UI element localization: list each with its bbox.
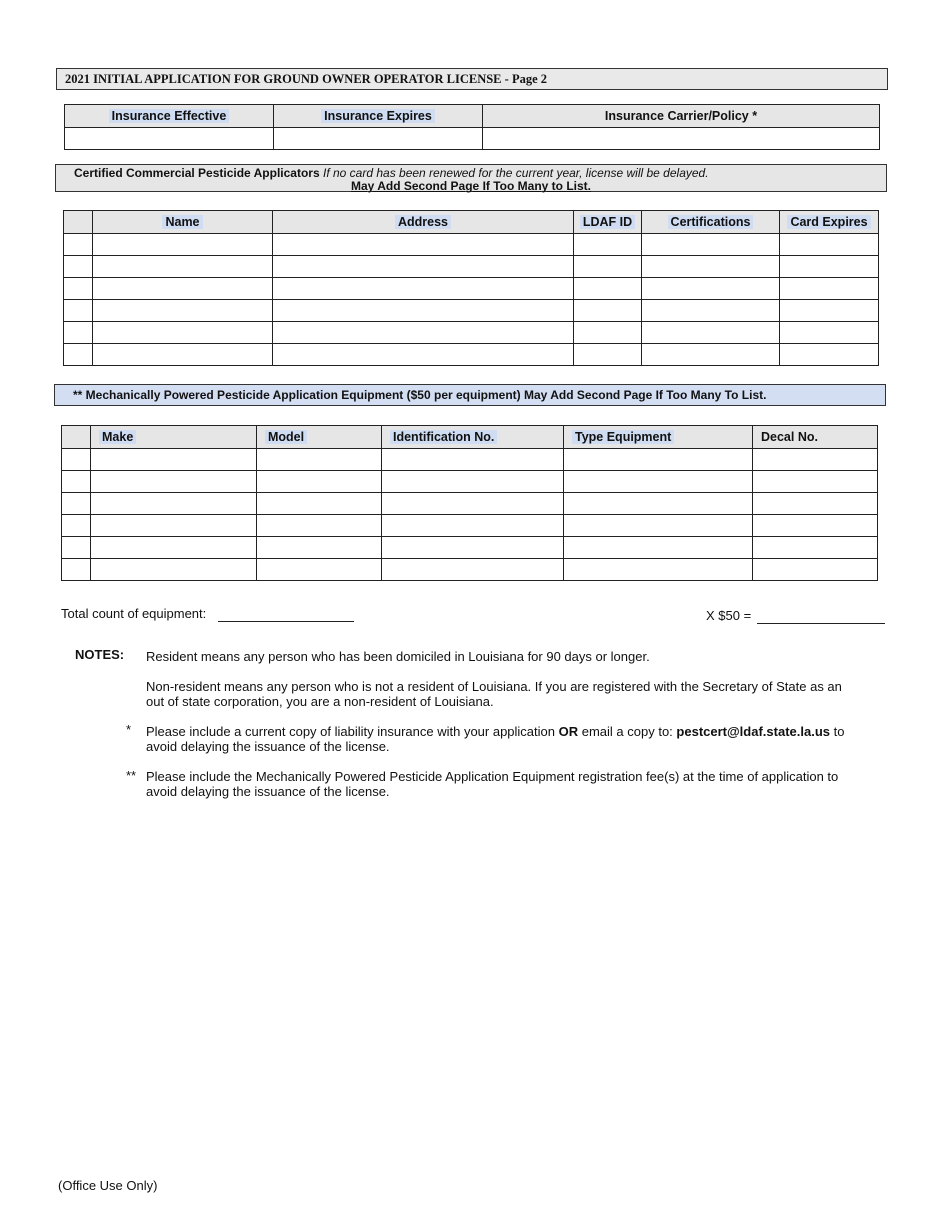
decal-cell[interactable] xyxy=(753,493,878,515)
equipment-row xyxy=(62,471,878,493)
id-cell[interactable] xyxy=(382,537,564,559)
note-star2-marker: ** xyxy=(126,768,137,783)
fee-total-field[interactable] xyxy=(757,610,885,624)
card-expires-cell[interactable] xyxy=(780,322,879,344)
insurance-effective-field[interactable] xyxy=(65,128,274,150)
applicators-heading-italic: If no card has been renewed for the current year, license will be delayed. xyxy=(322,166,709,180)
ldaf-cell[interactable] xyxy=(574,322,642,344)
note-non-resident: Non-resident means any person who is not a resident of Louisiana. If you are registered with the Secretary of State as an out of state corporation, you are a non-resident of Louisiana. xyxy=(146,679,842,709)
insurance-expires-field[interactable] xyxy=(274,128,483,150)
ldaf-cell[interactable] xyxy=(574,256,642,278)
decal-cell[interactable] xyxy=(753,559,878,581)
id-cell[interactable] xyxy=(382,471,564,493)
type-cell[interactable] xyxy=(564,471,753,493)
note-insurance-email[interactable]: pestcert@ldaf.state.la.us xyxy=(676,724,830,739)
note-insurance-post: to avoid delaying the issuance of the license. xyxy=(146,724,845,754)
id-cell[interactable] xyxy=(382,449,564,471)
certifications-cell[interactable] xyxy=(642,322,780,344)
equipment-heading: ** Mechanically Powered Pesticide Application Equipment ($50 per equipment) May Add Second Page If Too Many To List. xyxy=(54,384,886,406)
type-cell[interactable] xyxy=(564,449,753,471)
type-cell[interactable] xyxy=(564,559,753,581)
page-label: - Page 2 xyxy=(504,72,548,86)
id-cell[interactable] xyxy=(382,559,564,581)
make-cell[interactable] xyxy=(91,471,257,493)
address-cell[interactable] xyxy=(273,234,574,256)
address-cell[interactable] xyxy=(273,322,574,344)
equipment-index-header xyxy=(62,426,91,449)
decal-cell[interactable] xyxy=(753,449,878,471)
fee-label: X $50 = xyxy=(706,608,752,623)
model-cell[interactable] xyxy=(257,537,382,559)
make-cell[interactable] xyxy=(91,493,257,515)
form-title: 2021 INITIAL APPLICATION FOR GROUND OWNER OPERATOR LICENSE xyxy=(65,72,502,86)
name-cell[interactable] xyxy=(93,322,273,344)
insurance-effective-header: Insurance Effective xyxy=(65,105,274,128)
name-cell[interactable] xyxy=(93,278,273,300)
applicators-address-header: Address xyxy=(273,211,574,234)
note-insurance-or: OR xyxy=(558,724,579,739)
insurance-table xyxy=(64,104,880,150)
make-cell[interactable] xyxy=(91,537,257,559)
card-expires-cell[interactable] xyxy=(780,300,879,322)
equipment-decal-header: Decal No. xyxy=(753,426,878,449)
equipment-id-header: Identification No. xyxy=(382,426,564,449)
certifications-cell[interactable] xyxy=(642,256,780,278)
equipment-make-header: Make xyxy=(91,426,257,449)
applicator-row xyxy=(64,256,879,278)
equipment-row xyxy=(62,537,878,559)
insurance-expires-header: Insurance Expires xyxy=(274,105,483,128)
note-insurance-pre: Please include a current copy of liability insurance with your application xyxy=(146,724,555,739)
ldaf-cell[interactable] xyxy=(574,234,642,256)
form-title-bar xyxy=(56,68,888,90)
address-cell[interactable] xyxy=(273,278,574,300)
model-cell[interactable] xyxy=(257,559,382,581)
applicators-index-header xyxy=(64,211,93,234)
decal-cell[interactable] xyxy=(753,537,878,559)
id-cell[interactable] xyxy=(382,515,564,537)
note-insurance xyxy=(146,724,858,754)
applicators-heading xyxy=(55,164,887,192)
card-expires-cell[interactable] xyxy=(780,344,879,366)
id-cell[interactable] xyxy=(382,493,564,515)
notes-label: NOTES: xyxy=(75,647,125,662)
note-star1-marker: * xyxy=(126,722,132,737)
certifications-cell[interactable] xyxy=(642,344,780,366)
note-resident: Resident means any person who has been domiciled in Louisiana for 90 days or longer. xyxy=(146,649,650,664)
applicator-row xyxy=(64,234,879,256)
certifications-cell[interactable] xyxy=(642,278,780,300)
equipment-row xyxy=(62,515,878,537)
applicators-certifications-header: Certifications xyxy=(642,211,780,234)
applicators-table xyxy=(63,210,879,366)
ldaf-cell[interactable] xyxy=(574,300,642,322)
note-equipment-fee: Please include the Mechanically Powered Pesticide Application Equipment registration fee(s) at the time of application to avoid delaying the issuance of the license. xyxy=(146,769,839,799)
equipment-row xyxy=(62,559,878,581)
name-cell[interactable] xyxy=(93,344,273,366)
make-cell[interactable] xyxy=(91,559,257,581)
address-cell[interactable] xyxy=(273,344,574,366)
equipment-count-label: Total count of equipment: xyxy=(61,606,207,621)
applicators-card-expires-header: Card Expires xyxy=(780,211,879,234)
address-cell[interactable] xyxy=(273,300,574,322)
card-expires-cell[interactable] xyxy=(780,256,879,278)
insurance-carrier-header: Insurance Carrier/Policy * xyxy=(483,105,880,128)
certifications-cell[interactable] xyxy=(642,234,780,256)
equipment-row xyxy=(62,449,878,471)
card-expires-cell[interactable] xyxy=(780,234,879,256)
equipment-row xyxy=(62,493,878,515)
model-cell[interactable] xyxy=(257,449,382,471)
certifications-cell[interactable] xyxy=(642,300,780,322)
name-cell[interactable] xyxy=(93,256,273,278)
card-expires-cell[interactable] xyxy=(780,278,879,300)
applicator-row xyxy=(64,300,879,322)
model-cell[interactable] xyxy=(257,471,382,493)
applicator-row xyxy=(64,344,879,366)
type-cell[interactable] xyxy=(564,493,753,515)
type-cell[interactable] xyxy=(564,515,753,537)
applicators-heading-bold: Certified Commercial Pesticide Applicators xyxy=(74,166,320,180)
model-cell[interactable] xyxy=(257,493,382,515)
equipment-table xyxy=(61,425,878,581)
ldaf-cell[interactable] xyxy=(574,344,642,366)
decal-cell[interactable] xyxy=(753,471,878,493)
ldaf-cell[interactable] xyxy=(574,278,642,300)
applicator-row xyxy=(64,278,879,300)
office-use-only: (Office Use Only) xyxy=(58,1178,158,1193)
make-cell[interactable] xyxy=(91,449,257,471)
insurance-carrier-field[interactable] xyxy=(483,128,880,150)
model-cell[interactable] xyxy=(257,515,382,537)
note-insurance-mid: email a copy to: xyxy=(581,724,673,739)
make-cell[interactable] xyxy=(91,515,257,537)
name-cell[interactable] xyxy=(93,300,273,322)
equipment-type-header: Type Equipment xyxy=(564,426,753,449)
equipment-model-header: Model xyxy=(257,426,382,449)
applicator-row xyxy=(64,322,879,344)
decal-cell[interactable] xyxy=(753,515,878,537)
applicators-name-header: Name xyxy=(93,211,273,234)
type-cell[interactable] xyxy=(564,537,753,559)
equipment-count-field[interactable] xyxy=(218,608,354,622)
name-cell[interactable] xyxy=(93,234,273,256)
applicators-ldaf-header: LDAF ID xyxy=(574,211,642,234)
address-cell[interactable] xyxy=(273,256,574,278)
applicators-heading-line2: May Add Second Page If Too Many to List. xyxy=(350,179,592,193)
